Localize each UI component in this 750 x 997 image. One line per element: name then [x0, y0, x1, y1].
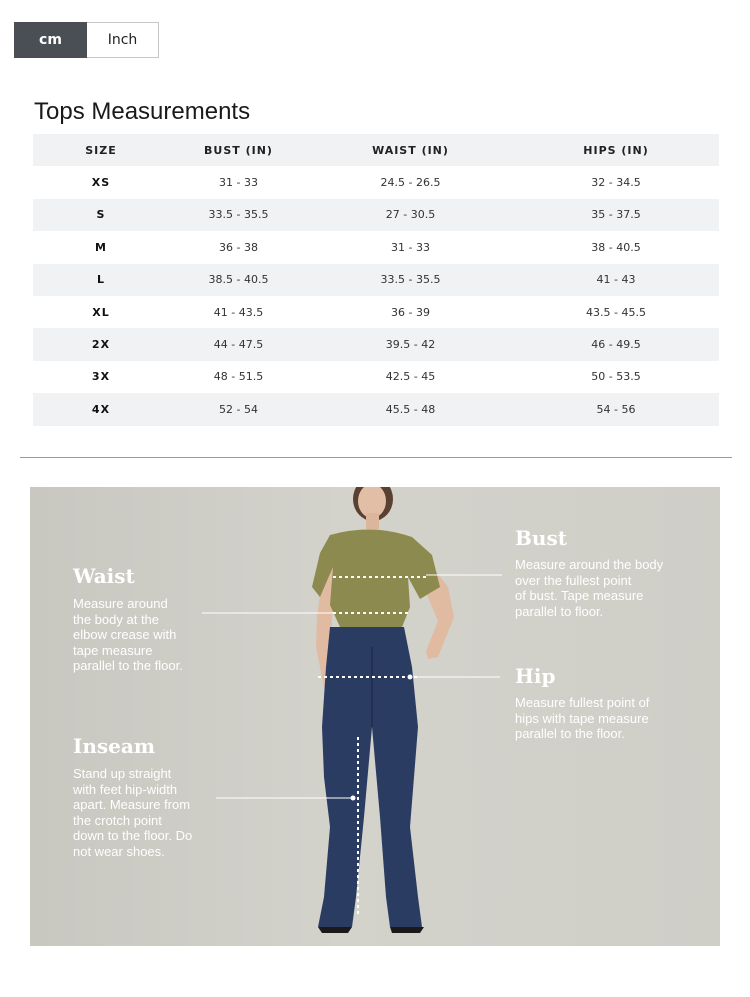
size-cell: 2X — [33, 328, 169, 360]
measurement-cell: 24.5 - 26.5 — [380, 176, 441, 190]
measurement-cell: 45.5 - 48 — [308, 393, 513, 425]
bust-title: Bust — [515, 526, 567, 550]
table-row — [33, 264, 719, 296]
size-cell: 3X — [91, 370, 111, 384]
measurement-cell: 44 - 47.5 — [169, 328, 308, 360]
measurement-cell: 41 - 43.5 — [213, 305, 264, 319]
measurement-cell: 38.5 - 40.5 — [169, 264, 308, 296]
inseam-callout-dot — [351, 796, 356, 801]
model-neck — [366, 513, 379, 529]
size-cell: M — [95, 240, 107, 254]
table-row — [33, 296, 719, 328]
cm-button[interactable]: cm — [14, 22, 87, 58]
model-jeans — [318, 627, 422, 927]
measurement-cell: 39.5 - 42 — [308, 328, 513, 360]
unit-toggle — [14, 22, 159, 58]
column-header-size: SIZE — [33, 134, 169, 166]
measurement-cell: 43.5 - 45.5 — [586, 305, 646, 319]
measurement-cell: 35 - 37.5 — [513, 199, 719, 231]
measurement-cell: 38 - 40.5 — [591, 240, 641, 254]
measurement-cell: 36 - 39 — [391, 305, 430, 319]
size-cell: S — [33, 199, 169, 231]
measurement-cell: 52 - 54 — [169, 393, 308, 425]
measurement-guide-image — [30, 487, 720, 946]
model-right-shoe — [390, 927, 424, 933]
measurement-cell: 42.5 - 45 — [385, 370, 436, 384]
measurement-cell: 32 - 34.5 — [591, 176, 641, 190]
table-row — [33, 328, 719, 360]
measurement-cell: 50 - 53.5 — [591, 370, 641, 384]
measurement-cell: 54 - 56 — [513, 393, 719, 425]
table-row — [33, 166, 719, 198]
size-chart-table — [33, 134, 719, 426]
measurement-cell: 48 - 51.5 — [213, 370, 264, 384]
hip-description: Measure fullest point of hips with tape measure parallel to the floor. — [515, 695, 650, 741]
table-header-row — [33, 134, 719, 166]
column-header-bust: BUST (IN) — [169, 134, 308, 166]
hip-title: Hip — [515, 664, 556, 688]
table-row — [33, 231, 719, 263]
inseam-title: Inseam — [73, 734, 156, 758]
size-cell: XS — [91, 176, 111, 190]
table-row — [33, 393, 719, 425]
model-left-shoe — [318, 927, 352, 933]
measurement-cell: 31 - 33 — [391, 240, 430, 254]
inch-button[interactable]: Inch — [87, 22, 159, 58]
measurement-cell: 41 - 43 — [513, 264, 719, 296]
waist-description: Measure around the body at the elbow crease with tape measure parallel to the floor. — [73, 596, 183, 673]
section-title: Tops Measurements — [34, 98, 251, 125]
column-header-hips: HIPS (IN) — [513, 134, 719, 166]
measurement-cell: 31 - 33 — [219, 176, 258, 190]
measurement-cell: 27 - 30.5 — [308, 199, 513, 231]
measurement-cell: 46 - 49.5 — [513, 328, 719, 360]
column-header-waist: WAIST (IN) — [308, 134, 513, 166]
measurement-cell: 33.5 - 35.5 — [169, 199, 308, 231]
waist-title: Waist — [73, 564, 135, 588]
measurement-cell: 33.5 - 35.5 — [308, 264, 513, 296]
measurement-cell: 36 - 38 — [219, 240, 258, 254]
table-row — [33, 361, 719, 393]
hip-callout-dot — [408, 675, 413, 680]
inseam-description: Stand up straight with feet hip-width apart. Measure from the crotch point down to the floor. Do not wear shoes. — [73, 766, 193, 859]
divider — [20, 457, 732, 458]
size-cell: 4X — [33, 393, 169, 425]
bust-description: Measure around the body over the fullest point of bust. Tape measure parallel to floor. — [515, 557, 664, 619]
size-cell: XL — [92, 305, 110, 319]
size-cell: L — [33, 264, 169, 296]
table-row — [33, 199, 719, 231]
